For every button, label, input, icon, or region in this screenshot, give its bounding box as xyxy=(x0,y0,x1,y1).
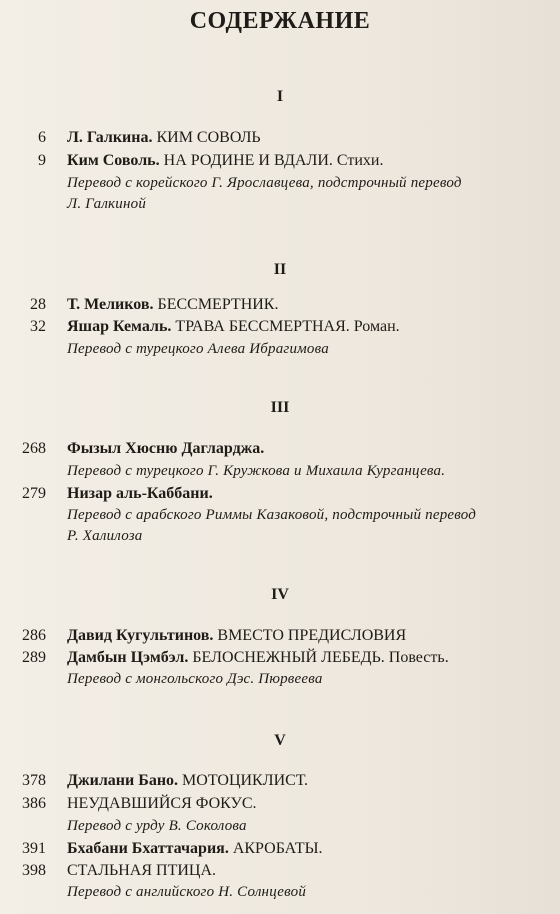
work-genre: Стихи. xyxy=(336,152,384,169)
work-genre: Повесть. xyxy=(388,649,449,666)
work-title: БЕССМЕРТНИК. xyxy=(157,296,279,313)
translation-note: Перевод с арабского Риммы Казаковой, подстрочный перевод xyxy=(67,507,477,523)
author-name: Яшар Кемаль. xyxy=(67,318,172,335)
page-number: 28 xyxy=(30,296,46,313)
page-number: 398 xyxy=(22,862,46,879)
entry-text xyxy=(67,772,308,791)
work-genre: Роман. xyxy=(353,318,400,335)
section-numeral-iii: III xyxy=(270,399,290,416)
author-name: Низар аль-Каббани. xyxy=(67,485,213,502)
author-name: Т. Меликов. xyxy=(67,296,154,313)
author-name: Ким Соволь. xyxy=(67,152,160,169)
entry-text xyxy=(67,627,406,646)
author-name: Дамбын Цэмбэл. xyxy=(67,649,189,666)
work-title: БЕЛОСНЕЖНЫЙ ЛЕБЕДЬ. xyxy=(192,649,385,666)
translation-note: Перевод с урду В. Соколова xyxy=(67,818,247,834)
translation-note: Перевод с монгольского Дэс. Пюрвеева xyxy=(67,671,323,687)
translation-note: Перевод с английского Н. Солнцевой xyxy=(67,884,307,900)
page-number: 6 xyxy=(38,129,46,146)
author-name: Джилани Бано. xyxy=(67,772,179,789)
section-numeral-v: V xyxy=(274,732,286,749)
page-title: СОДЕРЖАНИЕ xyxy=(189,8,371,34)
work-title: АКРОБАТЫ. xyxy=(232,840,323,857)
translation-note: Перевод с турецкого Алева Ибрагимова xyxy=(67,341,329,357)
entry-text xyxy=(67,840,323,859)
work-title: ТРАВА БЕССМЕРТНАЯ. xyxy=(175,318,350,335)
page-number: 268 xyxy=(22,440,46,457)
author-name: Давид Кугультинов. xyxy=(67,627,214,644)
entry-text xyxy=(67,485,213,504)
entry-text xyxy=(67,440,264,459)
author-name: Бхабани Бхаттачария. xyxy=(67,840,229,857)
work-title: ВМЕСТО ПРЕДИСЛОВИЯ xyxy=(217,627,407,644)
entry-text xyxy=(67,318,400,337)
author-name: Л. Галкина. xyxy=(67,129,153,146)
page-number: 386 xyxy=(22,795,46,812)
work-title: СТАЛЬНАЯ ПТИЦА. xyxy=(67,862,217,879)
page-number: 279 xyxy=(22,485,46,502)
page-number: 9 xyxy=(38,152,46,169)
section-numeral-iv: IV xyxy=(271,586,289,603)
work-title: НА РОДИНЕ И ВДАЛИ. xyxy=(163,152,333,169)
entry-text xyxy=(67,296,278,315)
translation-note: Перевод с корейского Г. Ярославцева, подстрочный перевод xyxy=(67,175,462,191)
author-name: Фызыл Хюсню Дагларджа. xyxy=(67,440,265,457)
entry-text xyxy=(67,129,261,148)
work-title: НЕУДАВШИЙСЯ ФОКУС. xyxy=(67,795,257,812)
section-numeral-i: I xyxy=(276,88,284,105)
entry-text xyxy=(67,862,216,881)
translation-note: Л. Галкиной xyxy=(67,196,147,212)
translation-note: Перевод с турецкого Г. Кружкова и Михаила Курганцева. xyxy=(67,463,446,479)
entry-text xyxy=(67,795,257,814)
entry-text xyxy=(67,152,383,171)
translation-note: Р. Халилоза xyxy=(67,528,143,544)
section-numeral-ii: II xyxy=(273,261,287,278)
page-number: 391 xyxy=(22,840,46,857)
entry-text xyxy=(67,649,449,668)
page-number: 378 xyxy=(22,772,46,789)
work-title: КИМ СОВОЛЬ xyxy=(156,129,261,146)
page-number: 286 xyxy=(22,627,46,644)
work-title: МОТОЦИКЛИСТ. xyxy=(182,772,308,789)
page-number: 32 xyxy=(30,318,46,335)
page-number: 289 xyxy=(22,649,46,666)
